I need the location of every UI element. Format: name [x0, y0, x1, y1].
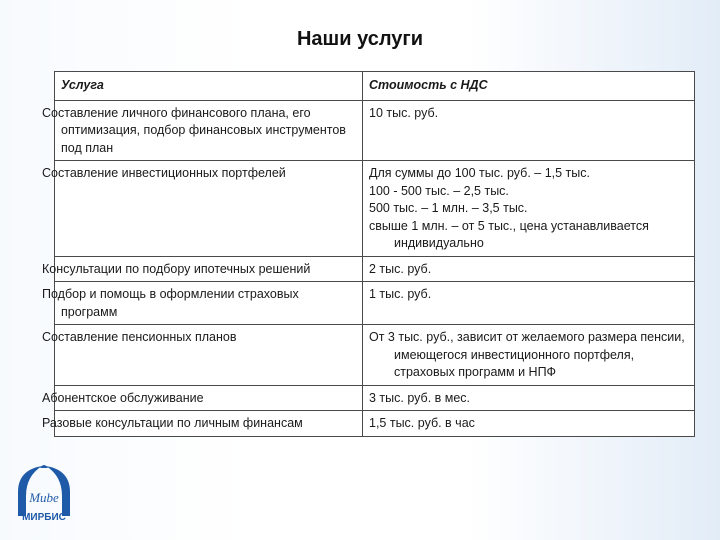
header-service: Услуга [55, 72, 363, 101]
logo-script-text: Mиbе [29, 490, 59, 505]
price-line: 1,5 тыс. руб. в час [369, 416, 475, 430]
price-line: 500 тыс. – 1 млн. – 3,5 тыс. [369, 201, 528, 215]
service-cell: Консультации по подбору ипотечных решений [55, 256, 363, 282]
table-row [55, 385, 695, 411]
price-cell [363, 411, 695, 437]
price-line: Для суммы до 100 тыс. руб. – 1,5 тыс. [369, 166, 590, 180]
mirbis-logo [12, 462, 84, 528]
price-line: 2 тыс. руб. [369, 261, 432, 276]
price-line: 1 тыс. руб. [369, 287, 432, 301]
table-row [55, 256, 695, 282]
table-row [55, 411, 695, 437]
price-line: свыше 1 млн. – от 5 тыс., цена устанавливается индивидуально [369, 218, 649, 250]
price-cell: От 3 тыс. руб., зависит от желаемого размера пенсии, имеющегося инвестиционного портфеля, страховых программ и НПФ [363, 325, 695, 386]
price-cell [363, 161, 695, 257]
table-header-row [55, 72, 695, 101]
service-cell: Абонентское обслуживание [55, 385, 363, 411]
price-cell [363, 282, 695, 325]
services-table [42, 71, 695, 437]
price-line: 3 тыс. руб. в мес. [369, 390, 471, 405]
logo-arch-top [40, 465, 48, 468]
price-cell [363, 256, 695, 282]
service-cell: Составление личного финансового плана, его оптимизация, подбор финансовых инструментов под план [55, 100, 363, 161]
logo-caption: МИРБИС [22, 512, 66, 523]
service-cell: Составление инвестиционных портфелей [55, 161, 363, 257]
service-cell: Подбор и помощь в оформлении страховых программ [55, 282, 363, 325]
price-line: 100 - 500 тыс. – 2,5 тыс. [369, 183, 509, 198]
price-cell [363, 385, 695, 411]
price-line: 10 тыс. руб. [369, 105, 439, 120]
table-row [55, 325, 695, 386]
mirbis-logo-icon [12, 462, 84, 528]
service-cell: Разовые консультации по личным финансам [55, 411, 363, 437]
table-row [55, 100, 695, 161]
table-row [55, 282, 695, 325]
header-price: Стоимость с НДС [363, 72, 695, 101]
table-row [55, 161, 695, 257]
page-title: Наши услуги [296, 28, 424, 50]
price-cell [363, 100, 695, 161]
service-cell: Составление пенсионных планов [55, 325, 363, 386]
